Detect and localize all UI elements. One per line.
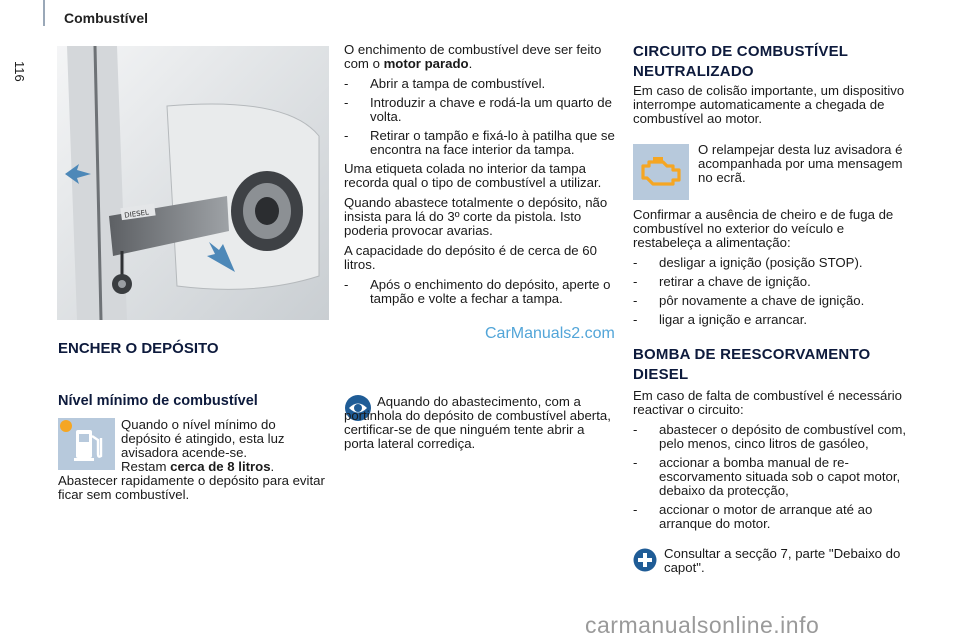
engine-icon xyxy=(633,144,689,200)
pistol-note: Quando abastece totalmente o depósito, não insista para lá do 3º corte da pistola. Isto poderia provocar avarias. xyxy=(344,195,608,238)
filling-instructions: O enchimento de combustível deve ser feito com o motor parado. - Abrir a tampa de combustível. - Introduzir a chave e rodá-la um quarto de volta. - Retirar o tampão e fixá-lo à patilha que se encontra na face interior da tampa. Uma etiqueta colada no interior da tampa recorda qual o tipo de combustível a utilizar. Quando abastece totalmente o depósito, não insista para lá do 3º corte da pistola. Isto poderia provocar avarias. A capacidade do depósito é de cerca de 60 litros. - Após o enchimento do depósito, aperte o tampão e volte a fechar a tampa. xyxy=(344,43,620,311)
priming-instructions: Em caso de falta de combustível é necessário reactivar o circuito: - abastecer o depósito de combustível com, pelo menos, cinco litros de gasóleo, - accionar a bomba manual de re-escorvamento situada sob o capot motor, debaixo da protecção, - accionar o motor de arranque até ao arranque do motor. xyxy=(633,389,913,536)
fuel-filler-photo xyxy=(57,46,329,320)
step-item: - Após o enchimento do depósito, aperte o tampão e volte a fechar a tampa. xyxy=(344,278,620,306)
list-item: - ligar a ignição e arrancar. xyxy=(633,313,913,327)
heading-priming-pump: BOMBA DE REESCORVAMENTO DIESEL xyxy=(633,346,871,383)
heading-fuel-cutoff: CIRCUITO DE COMBUSTÍVEL NEUTRALIZADO xyxy=(633,43,848,80)
page-number: 116 xyxy=(12,61,27,82)
step-item: - Abrir a tampa de combustível. xyxy=(344,77,620,91)
min-fuel-text-a: Quando o nível mínimo do depósito é atingido, esta luz avisadora acende-se. xyxy=(121,417,285,460)
photo-fuel-label: DIESEL xyxy=(123,208,150,220)
heading-fill-tank: ENCHER O DEPÓSITO xyxy=(58,340,219,357)
site-watermark: CarManuals2.com xyxy=(485,325,615,342)
lamp-text: O relampejar desta luz avisadora é acompanhada por uma mensagem no ecrã. xyxy=(698,142,903,185)
step-item: - Retirar o tampão e fixá-lo à patilha que se encontra na face interior da tampa. xyxy=(344,129,620,157)
step-item: - Introduzir a chave e rodá-la um quarto de volta. xyxy=(344,96,620,124)
list-item: - desligar a ignição (posição STOP). xyxy=(633,256,913,270)
cutoff-text: Em caso de colisão importante, um dispositivo interrompe automaticamente a chegada de combustível ao motor. xyxy=(633,83,905,126)
heading-min-fuel: Nível mínimo de combustível xyxy=(58,393,258,409)
info-reference: Consultar a secção 7, parte "Debaixo do capot". xyxy=(664,546,901,575)
list-item: - retirar a chave de ignição. xyxy=(633,275,913,289)
header-rule xyxy=(43,0,45,26)
footer-watermark: carmanualsonline.info xyxy=(585,612,820,638)
section-title: Combustível xyxy=(64,10,149,26)
min-fuel-text-b: Restam cerca de 8 litros. Abastecer rapidamente o depósito para evitar ficar sem combustível. xyxy=(58,459,325,502)
list-item: - abastecer o depósito de combustível com, pelo menos, cinco litros de gasóleo, xyxy=(633,423,913,451)
restore-instructions: Confirmar a ausência de cheiro e de fuga de combustível no exterior do veículo e restabeleça a alimentação: - desligar a ignição (posição STOP). - retirar a chave de ignição. - pôr novamente a chave de ignição. - ligar a ignição e arrancar. xyxy=(633,208,913,332)
door-warning-text: Aquando do abastecimento, com a portinhola do depósito de combustível aberta, certificar-se de que ninguém tente abrir a porta lateral corrediça. xyxy=(344,394,611,451)
list-item: - accionar a bomba manual de re-escorvamento situada sob o capot motor, debaixo da protecção, xyxy=(633,456,913,498)
list-item: - accionar o motor de arranque até ao arranque do motor. xyxy=(633,503,913,531)
plus-info-icon xyxy=(633,548,657,572)
engine-warning-lamp xyxy=(633,144,689,200)
label-note: Uma etiqueta colada no interior da tampa recorda qual o tipo de combustível a utilizar. xyxy=(344,161,602,190)
capacity-note: A capacidade do depósito é de cerca de 60 litros. xyxy=(344,243,597,272)
list-item: - pôr novamente a chave de ignição. xyxy=(633,294,913,308)
